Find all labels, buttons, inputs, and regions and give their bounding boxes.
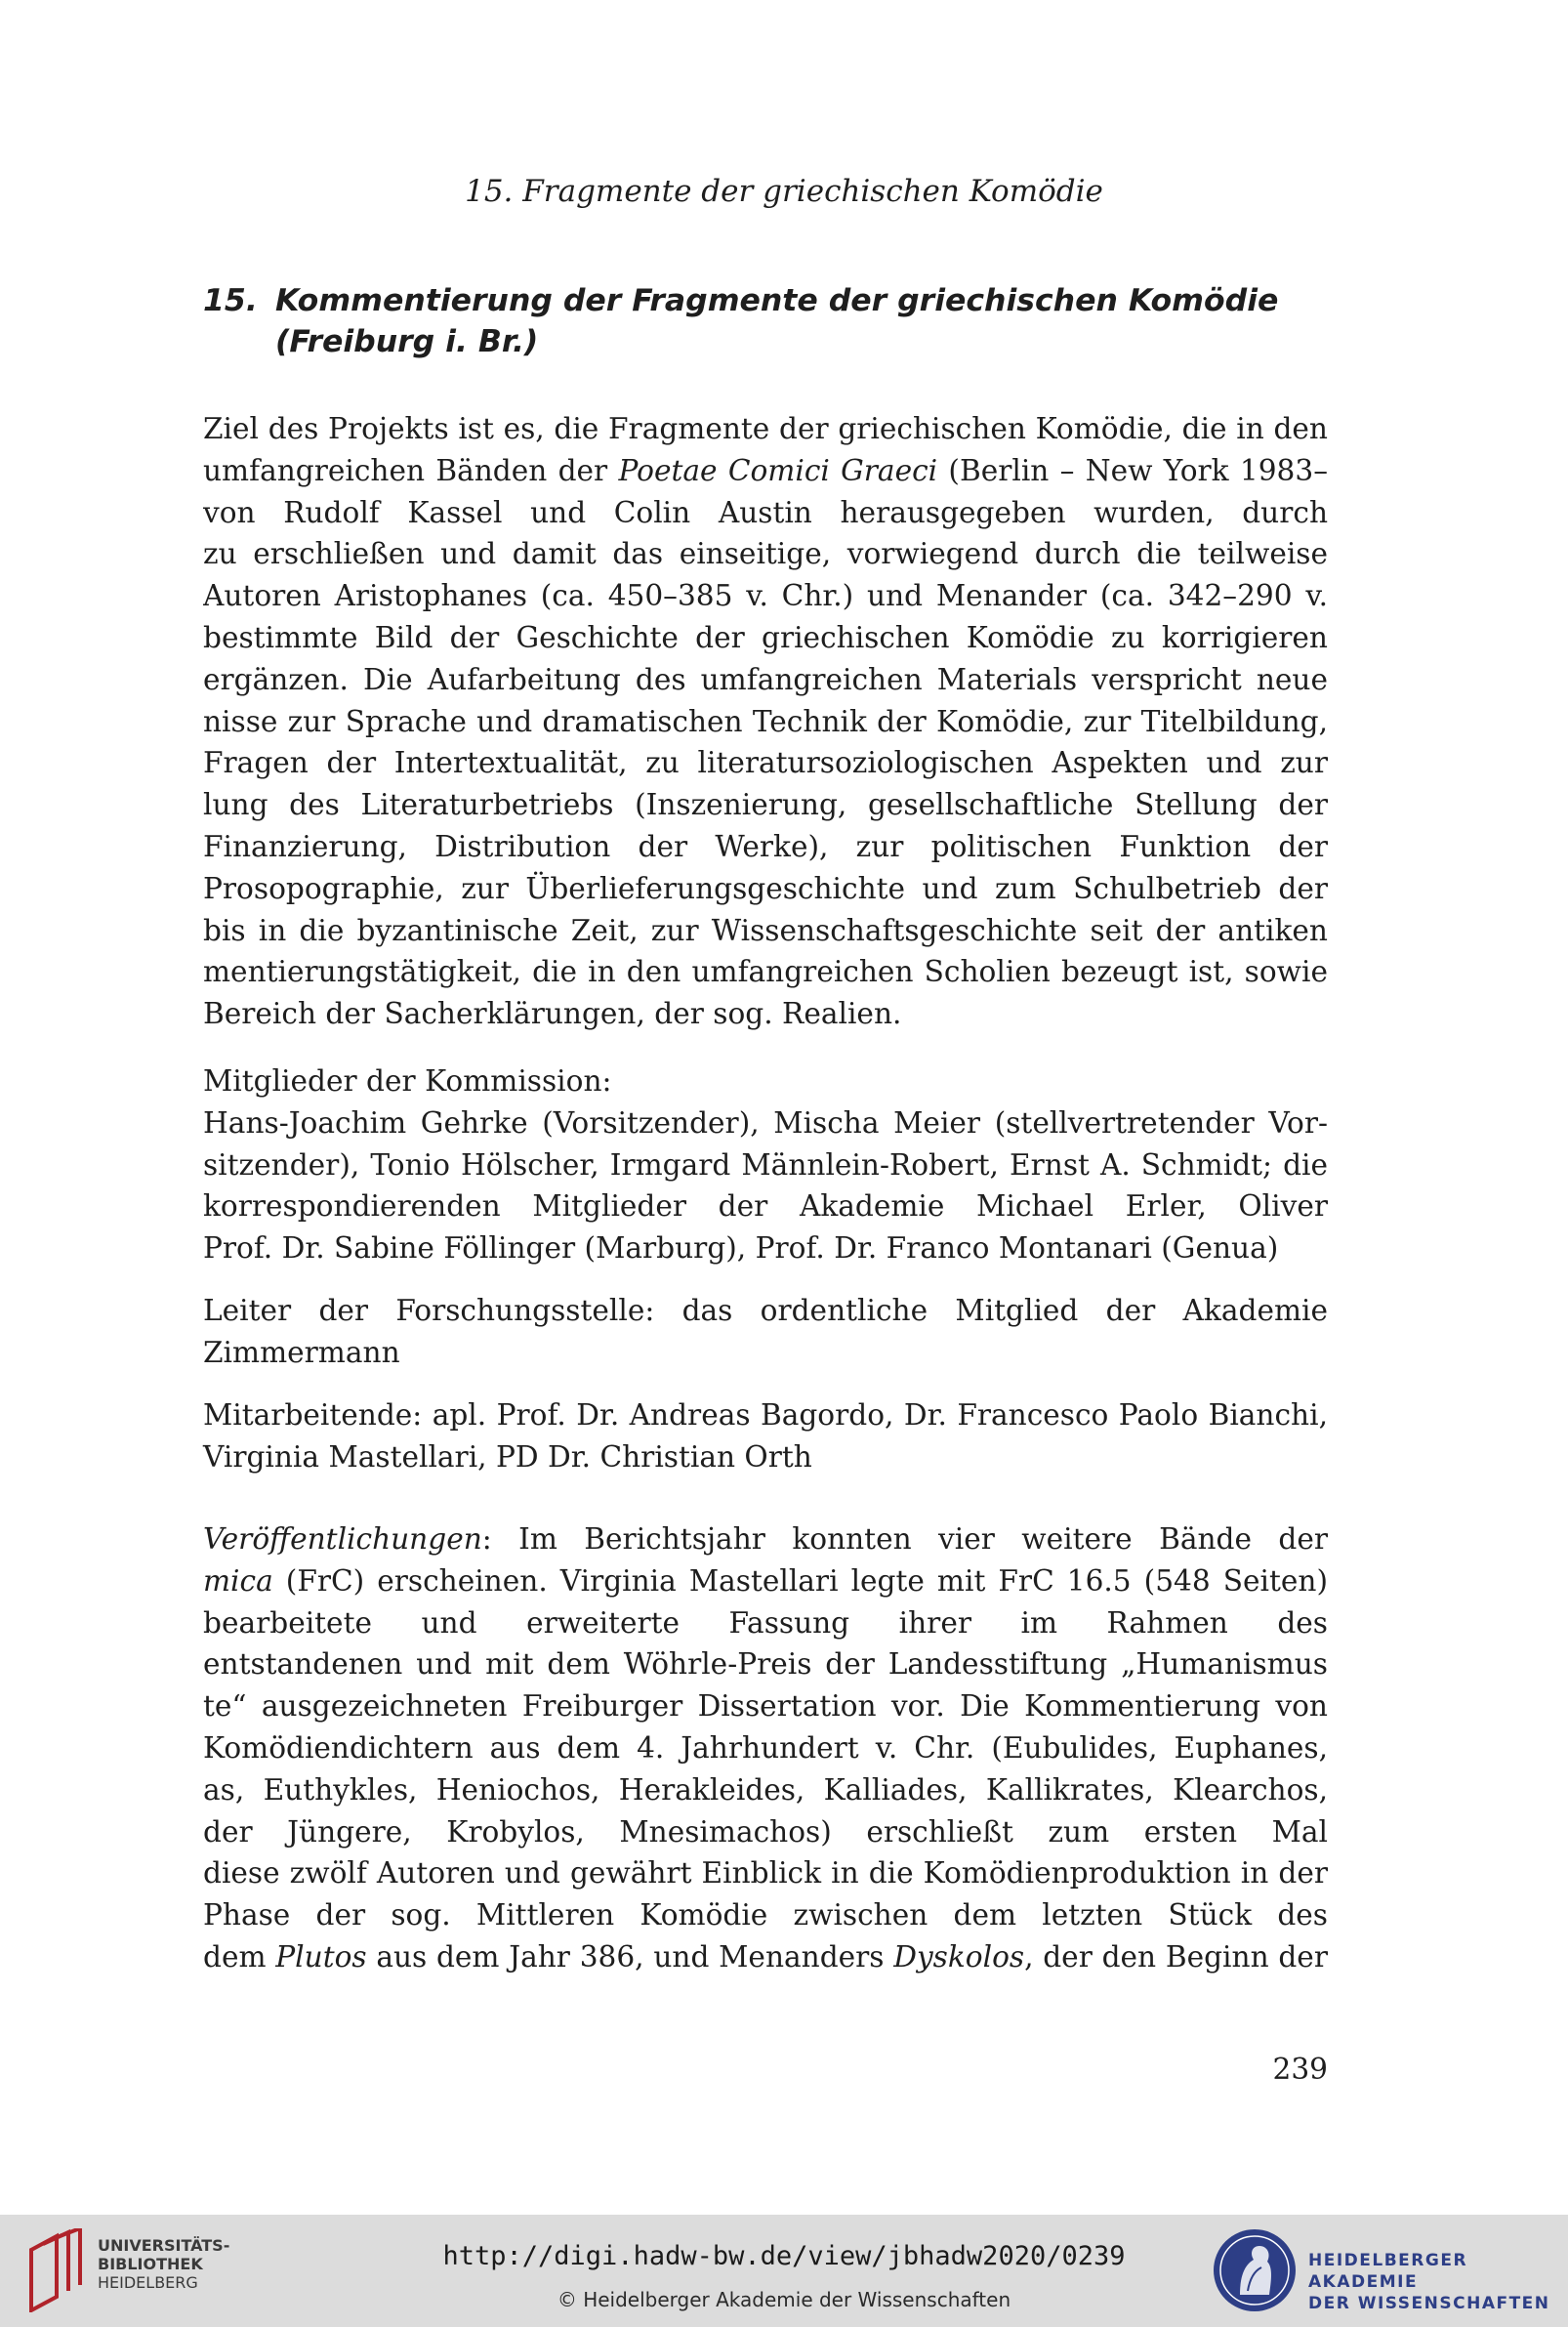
text-line: Leiter der Forschungsstelle: das ordentliche Mitglied der Akademie (203, 1294, 1328, 1327)
text-line: bestimmte Bild der Geschichte der griechischen Komödie zu korrigieren (203, 620, 1328, 654)
academy-name-line: HEIDELBERGER AKADEMIE (1308, 2251, 1468, 2292)
text-line: as, Euthykles, Heniochos, Herakleides, Kalliades, Kallikrates, Klearchos, (203, 1772, 1328, 1807)
text-line: Mitarbeitende: apl. Prof. Dr. Andreas Bagordo, Dr. Francesco Paolo Bianchi, (203, 1398, 1328, 1432)
leader-paragraph (203, 1290, 1328, 1374)
text-line: entstandenen und mit dem Wöhrle-Preis der Landesstiftung „Humanismus (203, 1647, 1328, 1682)
chapter-title-text (275, 280, 1320, 362)
publications-paragraph (203, 1518, 1328, 1978)
academy-seal-icon (1211, 2226, 1299, 2314)
chapter-number: 15. (203, 283, 258, 318)
text-line: Komödiendichtern aus dem 4. Jahrhundert v. Chr. (Eubulides, Euphanes, (203, 1730, 1328, 1765)
text-line: dem Plutos aus dem Jahr 386, und Menanders Dyskolos, der den Beginn der (203, 1939, 1328, 1974)
text-line: nisse zur Sprache und dramatischen Technik der Komödie, zur Titelbildung, (203, 704, 1328, 738)
text-line: Virginia Mastellari, PD Dr. Christian Orth (203, 1439, 812, 1474)
text-line: Phase der sog. Mittleren Komödie zwischen dem letzten Stück des (203, 1898, 1328, 1932)
academy-name (1308, 2250, 1568, 2314)
text-line: zu erschließen und damit das einseitige, vorwiegend durch die teilweise (203, 537, 1328, 571)
document-url-link[interactable]: http://digi.hadw-bw.de/view/jbhadw2020/0239 (442, 2241, 1126, 2271)
text-line: Veröffentlichungen: Im Berichtsjahr konnten vier weitere Bände der (203, 1522, 1328, 1556)
text-line: Bereich der Sacherklärungen, der sog. Realien. (203, 997, 902, 1031)
text-line: Fragen der Intertextualität, zu literatursoziologischen Aspekten und zur (203, 746, 1328, 780)
text-line: te“ ausgezeichneten Freiburger Dissertation vor. Die Kommentierung von (203, 1689, 1328, 1724)
chapter-title-line: Kommentierung der Fragmente der griechischen Komödie (275, 283, 1279, 318)
text-line: sitzender), Tonio Hölscher, Irmgard Männlein-Robert, Ernst A. Schmidt; die (203, 1147, 1328, 1182)
text-line: der Jüngere, Krobylos, Mnesimachos) erschließt zum ersten Mal (203, 1814, 1328, 1849)
text-line: bis in die byzantinische Zeit, zur Wissenschaftsgeschichte seit der antiken (203, 913, 1328, 947)
text-line: lung des Literaturbetriebs (Inszenierung, gesellschaftliche Stellung der (203, 788, 1328, 822)
text-line: bearbeitete und erweiterte Fassung ihrer im Rahmen des (203, 1605, 1328, 1640)
commission-paragraph (203, 1060, 1328, 1269)
text-line: mica (FrC) erscheinen. Virginia Mastellari legte mit FrC 16.5 (548 Seiten) (203, 1563, 1328, 1598)
intro-paragraph (203, 408, 1328, 1035)
academy-name-line: DER WISSENSCHAFTEN (1308, 2294, 1550, 2313)
text-line: Mitglieder der Kommission: (203, 1064, 612, 1098)
text-line: ergänzen. Die Aufarbeitung des umfangreichen Materials verspricht neue (203, 662, 1328, 696)
library-name-line: BIBLIOTHEK (98, 2255, 203, 2273)
text-line: Ziel des Projekts ist es, die Fragmente der griechischen Komödie, die in den (203, 412, 1328, 445)
library-name-line: UNIVERSITÄTS- (98, 2236, 230, 2255)
text-line: von Rudolf Kassel und Colin Austin herausgegeben wurden, durch (203, 495, 1328, 529)
chapter-title-line: (Freiburg i. Br.) (275, 324, 539, 359)
text-line: mentierungstätigkeit, die in den umfangreichen Scholien bezeugt ist, sowie (203, 955, 1328, 989)
staff-paragraph (203, 1394, 1328, 1478)
running-head: 15. Fragmente der griechischen Komödie (465, 174, 1103, 209)
text-line: Prosopographie, zur Überlieferungsgeschichte und zum Schulbetrieb der (203, 871, 1328, 905)
text-line: Hans-Joachim Gehrke (Vorsitzender), Mischa Meier (stellvertretender Vor- (203, 1105, 1328, 1140)
footer-bar (0, 2215, 1568, 2327)
library-name-line: HEIDELBERG (98, 2273, 198, 2292)
text-line: Finanzierung, Distribution der Werke), zur politischen Funktion der (203, 829, 1328, 863)
text-line: korrespondierenden Mitglieder der Akademie Michael Erler, Oliver (203, 1189, 1328, 1224)
copyright-notice: © Heidelberger Akademie der Wissenschaften (557, 2288, 1011, 2311)
text-line: diese zwölf Autoren und gewährt Einblick in die Komödienproduktion in der (203, 1856, 1328, 1891)
text-line: umfangreichen Bänden der Poetae Comici Graeci (Berlin – New York 1983– (203, 453, 1328, 487)
text-line: Zimmermann (203, 1335, 400, 1369)
page-number: 239 (1272, 2053, 1328, 2086)
text-line: Autoren Aristophanes (ca. 450–385 v. Chr.) und Menander (ca. 342–290 v. (203, 579, 1328, 613)
text-line: Prof. Dr. Sabine Föllinger (Marburg), Prof. Dr. Franco Montanari (Genua) (203, 1231, 1279, 1266)
